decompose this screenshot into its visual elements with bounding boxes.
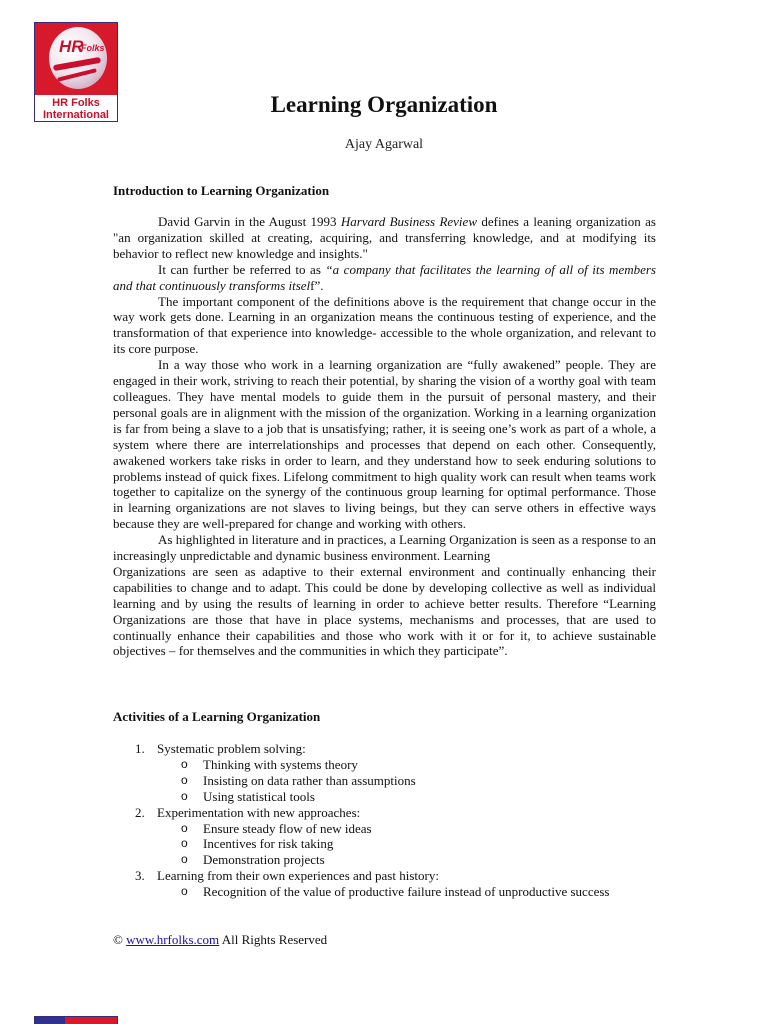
paragraph: As highlighted in literature and in practices, a Learning Organization is seen as a response to an increasingly unpredictable and dynamic business environment. Learning bbox=[113, 532, 656, 564]
author-name: Ajay Agarwal bbox=[344, 137, 424, 152]
sub-list-item: o Using statistical tools bbox=[181, 788, 315, 804]
activities-heading: Activities of a Learning Organization bbox=[113, 709, 321, 724]
bullet-icon: o bbox=[181, 772, 188, 787]
sub-list-item: o Ensure steady flow of new ideas bbox=[181, 820, 372, 836]
paragraph: David Garvin in the August 1993 Harvard Business Review defines a leaning organization as "an organization skilled at creating, acquiring, and transferring knowledge, and at modifying its behavior to reflect new knowledge and insights." bbox=[113, 214, 656, 261]
logo-emblem bbox=[35, 23, 117, 95]
bullet-icon: o bbox=[181, 884, 188, 899]
list-item: 1. Systematic problem solving: bbox=[135, 741, 306, 756]
rights-text: All Rights Reserved bbox=[221, 932, 328, 947]
sub-list-item: o Demonstration projects bbox=[181, 852, 325, 868]
logo-ball-hr-text: HR bbox=[59, 37, 84, 56]
logo-line-1: HR Folks bbox=[52, 97, 100, 109]
globe-icon bbox=[49, 27, 107, 89]
bullet-icon: o bbox=[181, 820, 188, 835]
bullet-icon: o bbox=[181, 852, 188, 867]
footer bbox=[113, 932, 327, 948]
bullet-icon: o bbox=[181, 788, 188, 803]
sub-list-item: o Incentives for risk taking bbox=[181, 836, 334, 852]
website-link[interactable]: www.hrfolks.com bbox=[126, 932, 220, 947]
page-title: Learning Organization bbox=[270, 92, 498, 117]
list-item: 3. Learning from their own experiences and past history: bbox=[135, 868, 439, 884]
bullet-icon: o bbox=[181, 836, 188, 851]
sub-list-item: o Recognition of the value of productive failure instead of unproductive success bbox=[181, 884, 610, 900]
copyright-symbol: © bbox=[113, 932, 123, 947]
intro-body bbox=[113, 214, 656, 659]
logo-ball-folks-text: Folks bbox=[81, 43, 105, 53]
quote-italic: “a company that facilitates the learning of all of its members and that continuously transforms itsel bbox=[113, 261, 656, 293]
sub-list-item: o Thinking with systems theory bbox=[181, 756, 358, 772]
next-page-logo bbox=[34, 1016, 118, 1024]
bullet-icon: o bbox=[181, 756, 188, 771]
logo-swoosh bbox=[57, 68, 97, 82]
journal-title: Harvard Business Review bbox=[340, 214, 477, 229]
list-item: 2. Experimentation with new approaches: bbox=[135, 804, 361, 820]
paragraph: It can further be referred to as “a company that facilitates the learning of all of its members and that continuously transforms itself”. bbox=[113, 261, 656, 293]
paragraph: In a way those who work in a learning organization are “fully awakened” people. They are engaged in their work, striving to reach their potential, by sharing the vision of a worthy goal with team colleagues. They have mental models to guide them in the pursuit of personal mastery, and their personal goals are in alignment with the mission of the organization. Working in a learning organization is far from being a slave to a job that is unsatisfying; rather, it is seeing one’s work as part of a whole, a system where there are interrelationships and processes that depend on each other. Consequently, awakened workers take risks in order to learn, and they understand how to seek enduring solutions to problems instead of quick fixes. Lifelong commitment to high quality work can result when teams work together to capitalize on the synergy of the continuous group learning for optimal performance. Those in learning organizations are not slaves to living beings, but they can serve others in effective ways because they are well-prepared for change and working with others. bbox=[113, 357, 656, 532]
sub-list-item: o Insisting on data rather than assumptions bbox=[181, 772, 416, 788]
intro-heading: Introduction to Learning Organization bbox=[113, 183, 330, 198]
activities-list bbox=[113, 741, 673, 900]
paragraph: The important component of the definitions above is the requirement that change occur in the way work gets done. Learning in an organization means the continuous testing of experience, and the transformation of that experience into knowledge- accessible to the whole organization, and relevant to its core purpose. bbox=[113, 293, 656, 357]
logo-line-2: International bbox=[42, 109, 109, 121]
paragraph: Organizations are seen as adaptive to their external environment and continually enhancing their capabilities to change and to adapt. This could be done by developing collective as well as individual learning and by using the results of learning in order to achieve better results. Therefore “Learning Organizations are those that have in place systems, mechanisms and processes, that are used to continually enhance their capabilities and those who work with it or for it, to achieve sustainable objectives – for themselves and the communities in which they participate”. bbox=[113, 563, 656, 659]
